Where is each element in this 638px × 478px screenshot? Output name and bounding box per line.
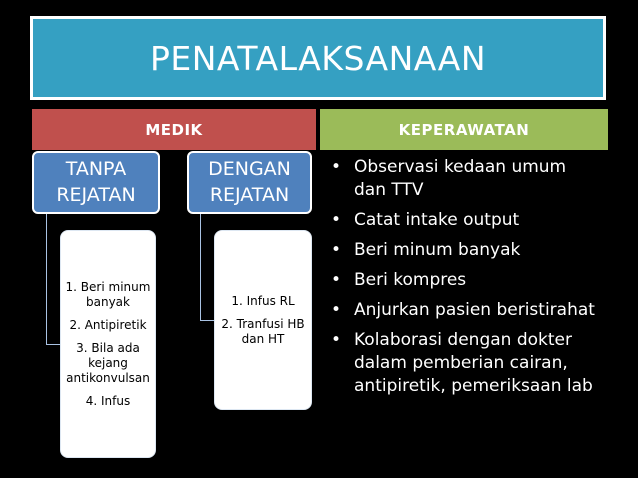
tanpa-item: 4. Infus (85, 393, 131, 408)
bullet-icon: • (331, 300, 342, 320)
bullet-icon: • (331, 210, 342, 230)
dengan-rejatan-card (214, 230, 312, 410)
page-title: PENATALAKSANAAN (149, 38, 487, 78)
bullet-icon: • (331, 270, 342, 290)
keperawatan-list (321, 152, 607, 458)
list-item-text: Observasi kedaan umum dan TTV (354, 157, 567, 200)
keperawatan-header: KEPERAWATAN (320, 109, 608, 150)
list-item (329, 269, 601, 292)
tanpa-rejatan-card (60, 230, 156, 458)
medik-header: MEDIK (32, 109, 316, 150)
tanpa-item: 1. Beri minum banyak (65, 279, 151, 309)
title-box (30, 16, 606, 100)
list-item (329, 156, 601, 202)
list-item-text: Kolaborasi dengan dokter dalam pemberian cairan, antipiretik, pemeriksaan lab (354, 330, 593, 396)
list-item (329, 299, 601, 322)
tanpa-rejatan-node (32, 151, 160, 214)
bullet-icon: • (331, 157, 342, 177)
dengan-rejatan-node (187, 151, 312, 214)
tanpa-item: 3. Bila ada kejang antikonvulsan (66, 340, 150, 385)
list-item (329, 209, 601, 232)
tanpa-connector (46, 214, 61, 345)
list-item-text: Anjurkan pasien beristirahat (354, 300, 595, 320)
bullet-icon: • (331, 330, 342, 350)
list-item-text: Catat intake output (354, 210, 520, 230)
list-item-text: Beri kompres (354, 270, 467, 290)
tanpa-item: 2. Antipiretik (69, 317, 147, 332)
tanpa-label-line2: REJATAN (56, 183, 136, 206)
dengan-item: 2. Tranfusi HB dan HT (221, 316, 305, 346)
dengan-item: 1. Infus RL (231, 293, 295, 308)
list-item (329, 239, 601, 262)
dengan-connector (200, 214, 215, 321)
tanpa-label-line1: TANPA (65, 157, 127, 180)
bullet-icon: • (331, 240, 342, 260)
dengan-label-line1: DENGAN (208, 157, 291, 180)
dengan-label-line2: REJATAN (209, 183, 290, 206)
list-item (329, 329, 601, 398)
list-item-text: Beri minum banyak (354, 240, 521, 260)
